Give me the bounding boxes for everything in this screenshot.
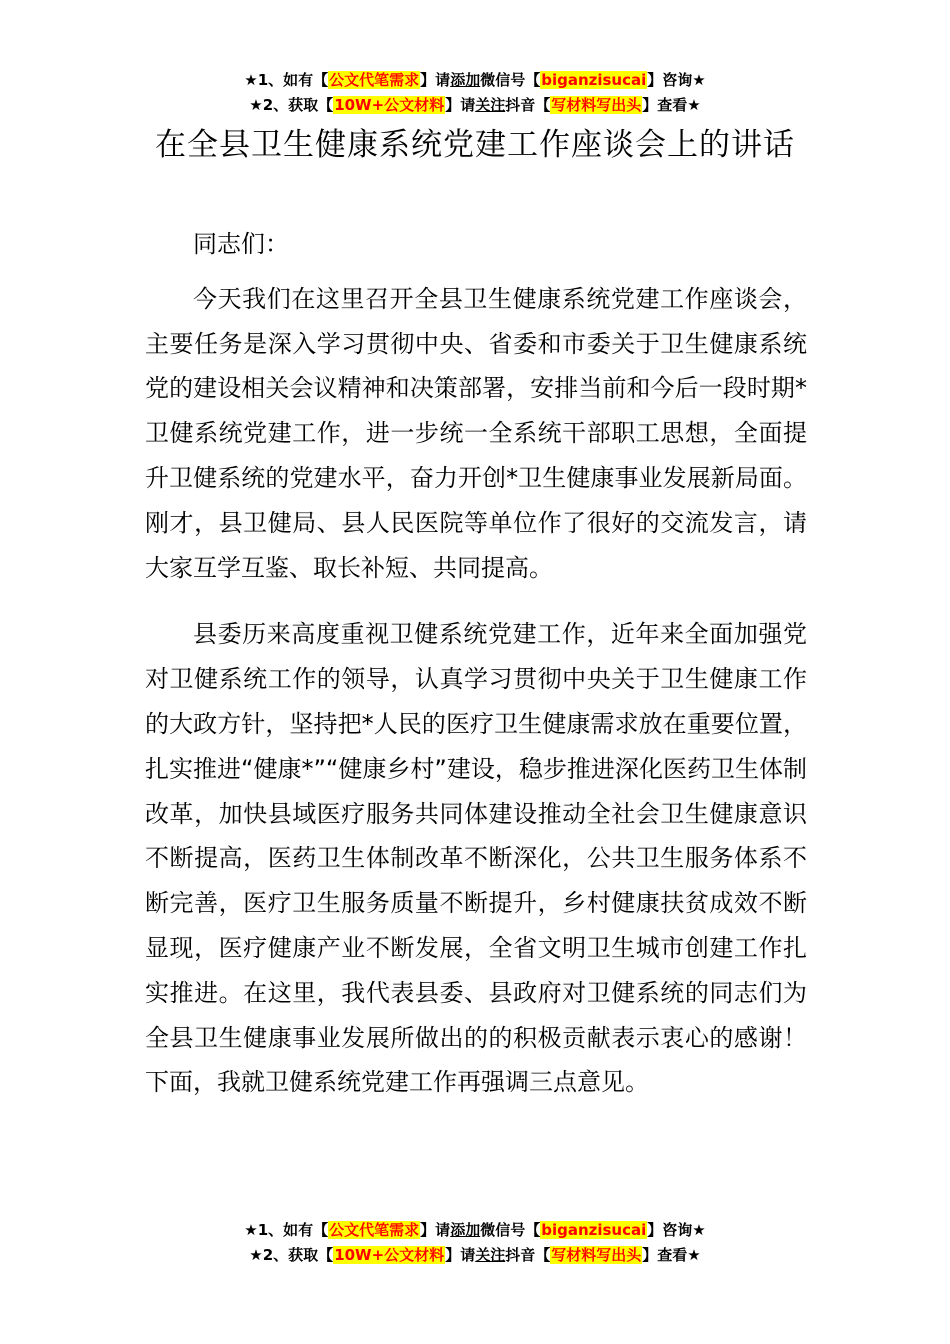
promo-underlined-follow: 关注 (475, 1246, 506, 1264)
promo-line-2-suffix: 】查看★ (642, 1246, 701, 1264)
promo-line-2-prefix: ★2、获取【 (249, 96, 334, 114)
promo-underlined-follow: 关注 (475, 96, 506, 114)
promo-underlined-add: 添加 (450, 71, 481, 89)
promo-line-1-mid: 】请 (420, 1221, 451, 1239)
promo-line-2 (0, 93, 950, 118)
promo-highlight-douyin-account: 写材料写出头 (551, 1246, 642, 1264)
promo-line-1 (0, 68, 950, 93)
promo-line-1-prefix: ★1、如有【 (244, 1221, 329, 1239)
promo-banner-top (0, 68, 950, 118)
promo-line-1 (0, 1218, 950, 1243)
promo-highlight-materials: 10W+公文材料 (334, 96, 445, 114)
document-title: 在全县卫生健康系统党建工作座谈会上的讲话 (155, 127, 795, 163)
promo-highlight-wechat-id: biganzisucai (541, 1221, 647, 1239)
paragraph-1: 今天我们在这里召开全县卫生健康系统党建工作座谈会，主要任务是深入学习贯彻中央、省委和市委关于卫生健康系统党的建设相关会议精神和决策部署，安排当前和今后一段时期*卫健系统党建工作，进一步统一全系统干部职工思想，全面提升卫健系统的党建水平，奋力开创*卫生健康事业发展新局面。刚才，县卫健局、县人民医院等单位作了很好的交流发言，请大家互学互鉴、取长补短、共同提高。 (145, 284, 807, 582)
promo-line-2-mid2: 抖音【 (505, 1246, 551, 1264)
promo-line-1-mid2: 微信号【 (480, 1221, 541, 1239)
promo-highlight-service: 公文代笔需求 (329, 71, 420, 89)
promo-line-2-mid: 】请 (445, 1246, 476, 1264)
promo-line-2-mid: 】请 (445, 96, 476, 114)
promo-highlight-douyin-account: 写材料写出头 (551, 96, 642, 114)
paragraph-2: 县委历来高度重视卫健系统党建工作，近年来全面加强党对卫健系统工作的领导，认真学习贯彻中央关于卫生健康工作的大政方针，坚持把*人民的医疗卫生健康需求放在重要位置，扎实推进“健康*”“健康乡村”建设，稳步推进深化医药卫生体制改革，加快县域医疗服务共同体建设推动全社会卫生健康意识不断提高，医药卫生体制改革不断深化，公共卫生服务体系不断完善，医疗卫生服务质量不断提升，乡村健康扶贫成效不断显现，医疗健康产业不断发展，全省文明卫生城市创建工作扎实推进。在这里，我代表县委、县政府对卫健系统的同志们为全县卫生健康事业发展所做出的的积极贡献表示衷心的感谢！下面，我就卫健系统党建工作再强调三点意见。 (145, 620, 807, 1097)
promo-highlight-wechat-id: biganzisucai (541, 71, 647, 89)
promo-line-1-suffix: 】咨询★ (647, 71, 706, 89)
promo-line-2-mid2: 抖音【 (505, 96, 551, 114)
promo-highlight-materials: 10W+公文材料 (334, 1246, 445, 1264)
promo-line-1-prefix: ★1、如有【 (244, 71, 329, 89)
promo-line-1-mid2: 微信号【 (480, 71, 541, 89)
promo-line-2-prefix: ★2、获取【 (249, 1246, 334, 1264)
document-body (145, 222, 807, 1127)
promo-line-2 (0, 1243, 950, 1268)
promo-underlined-add: 添加 (450, 1221, 481, 1239)
promo-highlight-service: 公文代笔需求 (329, 1221, 420, 1239)
promo-line-2-suffix: 】查看★ (642, 96, 701, 114)
promo-line-1-mid: 】请 (420, 71, 451, 89)
promo-line-1-suffix: 】咨询★ (647, 1221, 706, 1239)
promo-banner-bottom (0, 1218, 950, 1268)
greeting: 同志们： (193, 230, 289, 258)
